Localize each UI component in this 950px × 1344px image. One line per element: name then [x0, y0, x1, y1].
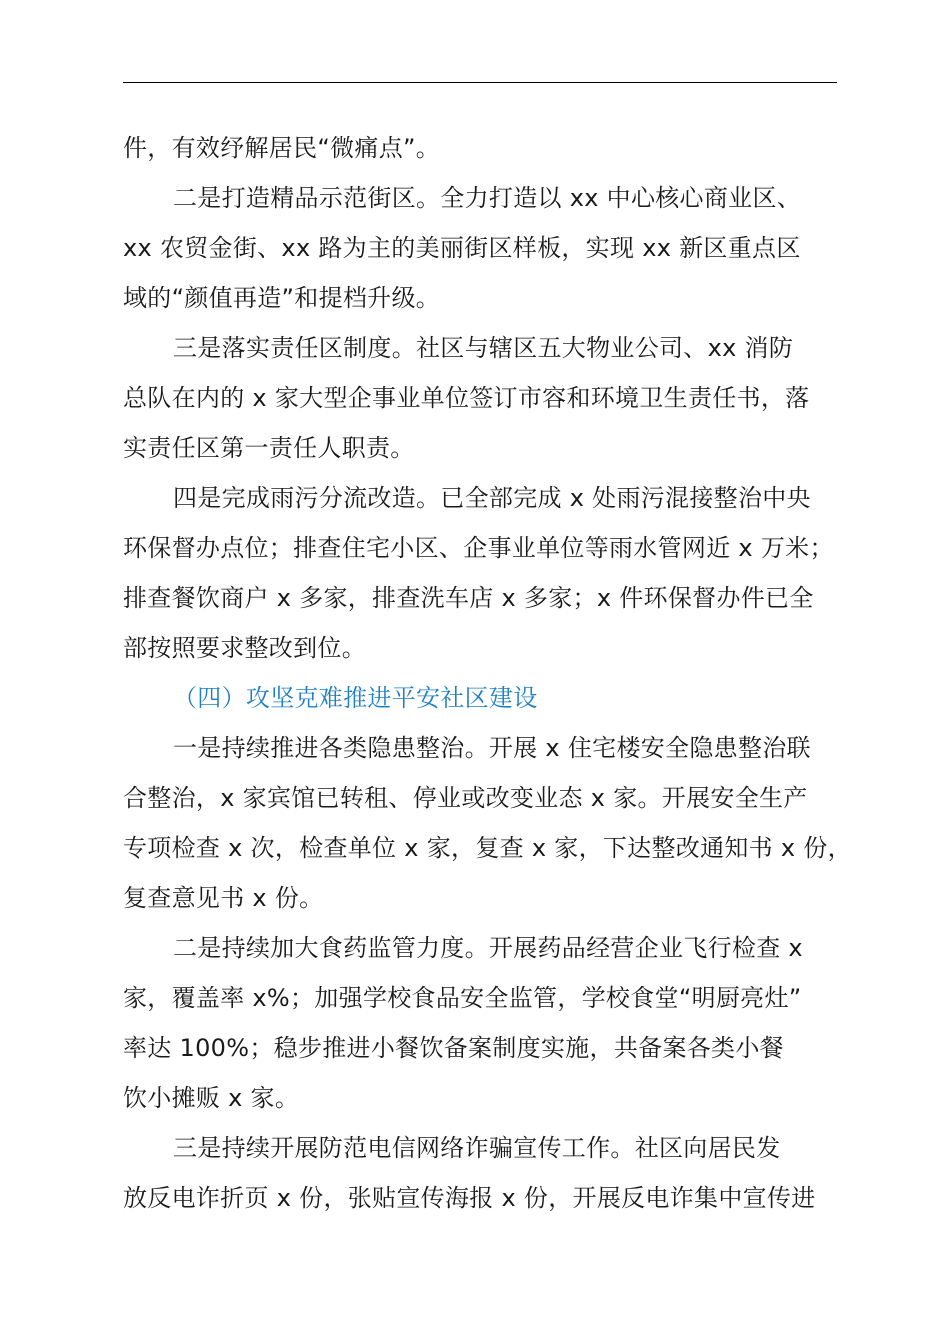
text-line: 总队在内的 x 家大型企事业单位签订市容和环境卫生责任书，落 [123, 384, 810, 412]
paragraph-start: 一是持续推进各类隐患整治。开展 x 住宅楼安全隐患整治联 [173, 734, 811, 762]
text-line: 部按照要求整改到位。 [123, 634, 366, 662]
text-line: 放反电诈折页 x 份，张贴宣传海报 x 份，开展反电诈集中宣传进 [123, 1184, 816, 1212]
paragraph-start: 二是持续加大食药监管力度。开展药品经营企业飞行检查 x [173, 934, 803, 962]
text-line: 饮小摊贩 x 家。 [123, 1084, 300, 1112]
text-line: 件，有效纾解居民“微痛点”。 [123, 134, 441, 162]
paragraph-start: 四是完成雨污分流改造。已全部完成 x 处雨污混接整治中央 [173, 484, 811, 512]
document-body [123, 123, 863, 1223]
text-line: 实责任区第一责任人职责。 [123, 434, 415, 462]
text-line: 专项检查 x 次，检查单位 x 家，复查 x 家，下达整改通知书 x 份， [123, 834, 852, 862]
paragraph-start: 二是打造精品示范街区。全力打造以 xx 中心核心商业区、 [173, 184, 802, 212]
text-line: 环保督办点位；排查住宅小区、企事业单位等雨水管网近 x 万米； [123, 534, 834, 562]
text-line: 合整治，x 家宾馆已转租、停业或改变业态 x 家。开展安全生产 [123, 784, 808, 812]
header-rule [123, 82, 837, 83]
text-line: xx 农贸金街、xx 路为主的美丽街区样板，实现 xx 新区重点区 [123, 234, 801, 262]
section-heading: （四）攻坚克难推进平安社区建设 [173, 684, 538, 712]
text-line: 域的“颜值再造”和提档升级。 [123, 284, 441, 312]
paragraph-start: 三是持续开展防范电信网络诈骗宣传工作。社区向居民发 [173, 1134, 781, 1162]
paragraph-start: 三是落实责任区制度。社区与辖区五大物业公司、xx 消防 [173, 334, 794, 362]
text-line: 家，覆盖率 x%；加强学校食品安全监管，学校食堂“明厨亮灶” [123, 984, 802, 1012]
text-line: 率达 100%；稳步推进小餐饮备案制度实施，共备案各类小餐 [123, 1034, 784, 1062]
text-line: 复查意见书 x 份。 [123, 884, 324, 912]
text-line: 排查餐饮商户 x 多家，排查洗车店 x 多家；x 件环保督办件已全 [123, 584, 814, 612]
